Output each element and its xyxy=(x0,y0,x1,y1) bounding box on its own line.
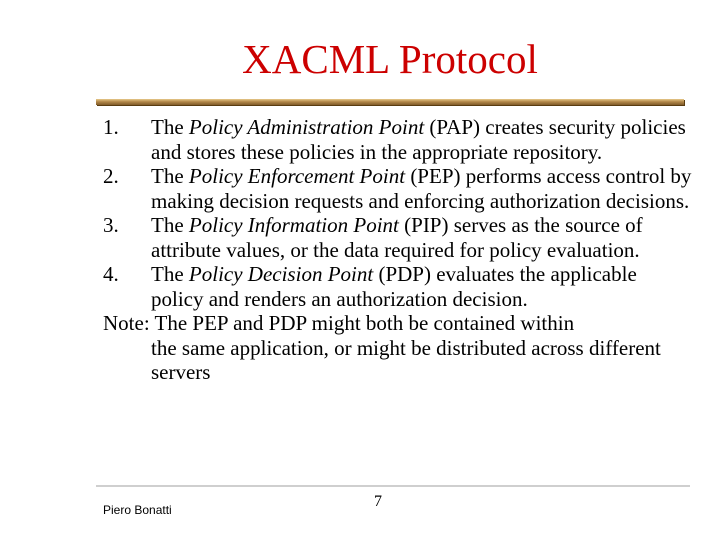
list-item xyxy=(103,213,693,262)
item-number: 2. xyxy=(103,164,119,188)
list-item xyxy=(103,164,693,213)
note-paragraph xyxy=(103,311,693,385)
item-term: Policy Decision Point xyxy=(188,262,374,286)
footer-author: Piero Bonatti xyxy=(103,503,172,517)
slide-body xyxy=(103,115,693,385)
item-text-post: (PDP) evaluates the applicable policy and renders an authorization decision. xyxy=(151,262,637,311)
item-text-pre: The xyxy=(151,213,189,237)
page-number: 7 xyxy=(374,493,382,510)
list-item xyxy=(103,115,693,164)
title-divider xyxy=(96,99,684,105)
list-item xyxy=(103,262,693,311)
item-text-post: (PIP) serves as the source of attribute values, or the data required for policy evaluation. xyxy=(151,213,643,262)
footer-divider xyxy=(96,485,690,487)
slide-title: XACML Protocol xyxy=(242,36,538,82)
item-term: Policy Administration Point xyxy=(188,115,425,139)
item-text-pre: The xyxy=(151,115,189,139)
item-number: 4. xyxy=(103,262,119,286)
note-continuation: the same application, or might be distributed across different servers xyxy=(151,335,661,384)
item-text-pre: The xyxy=(151,164,189,188)
item-text-post: (PAP) creates security policies and stores these policies in the appropriate repository. xyxy=(151,115,686,164)
item-text-pre: The xyxy=(151,262,189,286)
note-first-line: Note: The PEP and PDP might both be contained within xyxy=(103,311,575,335)
item-term: Policy Information Point xyxy=(188,213,399,237)
item-number: 1. xyxy=(103,115,119,139)
item-text-post: (PEP) performs access control by making decision requests and enforcing authorization decisions. xyxy=(151,164,692,213)
item-number: 3. xyxy=(103,213,119,237)
item-term: Policy Enforcement Point xyxy=(188,164,406,188)
